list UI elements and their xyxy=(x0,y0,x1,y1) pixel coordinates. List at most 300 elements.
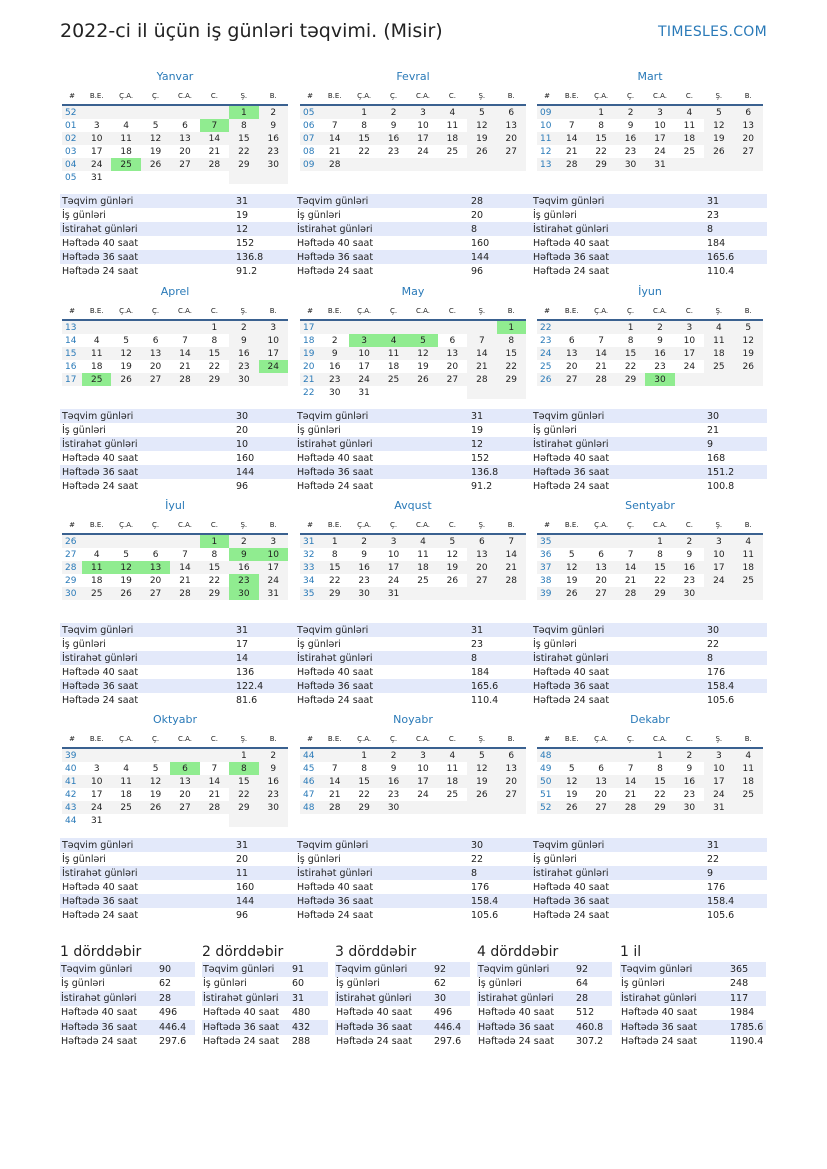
day-cell[interactable]: 14 xyxy=(320,132,349,145)
day-cell[interactable]: 12 xyxy=(467,119,496,132)
day-cell[interactable]: 11 xyxy=(111,775,140,788)
day-cell[interactable]: 30 xyxy=(259,801,288,814)
day-cell[interactable]: 9 xyxy=(686,549,693,560)
day-cell[interactable]: 7 xyxy=(200,119,229,132)
day-cell[interactable]: 22 xyxy=(208,575,221,586)
day-cell[interactable]: 28 xyxy=(557,158,586,171)
day-cell[interactable]: 12 xyxy=(467,762,496,775)
day-cell[interactable]: 14 xyxy=(497,548,526,561)
day-cell[interactable]: 22 xyxy=(328,575,341,586)
day-cell[interactable]: 20 xyxy=(446,361,459,372)
day-cell[interactable]: 29 xyxy=(497,373,526,386)
day-cell[interactable]: 13 xyxy=(467,548,496,561)
day-cell[interactable]: 11 xyxy=(417,549,429,560)
day-cell[interactable]: 3 xyxy=(704,534,733,548)
day-cell[interactable]: 28 xyxy=(616,801,645,814)
day-cell[interactable]: 8 xyxy=(361,763,367,774)
day-cell[interactable]: 27 xyxy=(141,587,170,600)
day-cell[interactable]: 9 xyxy=(229,548,258,561)
day-cell[interactable]: 11 xyxy=(82,347,111,360)
day-cell[interactable]: 4 xyxy=(734,534,763,548)
day-cell[interactable]: 28 xyxy=(320,801,349,814)
day-cell[interactable]: 4 xyxy=(675,105,704,119)
day-cell[interactable]: 20 xyxy=(497,132,526,145)
day-cell[interactable]: 23 xyxy=(683,789,696,800)
day-cell[interactable]: 24 xyxy=(349,373,378,386)
day-cell[interactable]: 24 xyxy=(82,158,111,171)
day-cell[interactable]: 14 xyxy=(467,347,496,360)
day-cell[interactable]: 7 xyxy=(467,334,496,347)
day-cell[interactable]: 17 xyxy=(259,561,288,574)
day-cell[interactable]: 15 xyxy=(497,347,526,360)
day-cell[interactable]: 13 xyxy=(586,775,615,788)
day-cell[interactable]: 14 xyxy=(170,561,199,574)
day-cell[interactable]: 15 xyxy=(229,132,258,145)
day-cell[interactable]: 15 xyxy=(349,132,378,145)
day-cell[interactable]: 31 xyxy=(358,387,370,398)
day-cell[interactable]: 15 xyxy=(320,561,349,574)
day-cell[interactable]: 27 xyxy=(438,373,467,386)
day-cell[interactable]: 3 xyxy=(349,334,378,347)
day-cell[interactable]: 14 xyxy=(200,775,229,788)
day-cell[interactable]: 2 xyxy=(229,320,258,334)
day-cell[interactable]: 27 xyxy=(467,574,496,587)
day-cell[interactable]: 5 xyxy=(408,334,437,347)
day-cell[interactable]: 5 xyxy=(467,105,496,119)
day-cell[interactable]: 4 xyxy=(379,334,408,347)
day-cell[interactable]: 30 xyxy=(675,801,704,814)
day-cell[interactable]: 16 xyxy=(645,347,674,360)
day-cell[interactable]: 25 xyxy=(111,801,140,814)
day-cell[interactable]: 22 xyxy=(654,789,666,800)
day-cell[interactable]: 11 xyxy=(111,132,140,145)
day-cell[interactable]: 19 xyxy=(438,561,467,574)
day-cell[interactable]: 20 xyxy=(467,561,496,574)
day-cell[interactable]: 7 xyxy=(182,549,188,560)
day-cell[interactable]: 20 xyxy=(149,575,162,586)
day-cell[interactable]: 6 xyxy=(182,120,188,131)
day-cell[interactable]: 21 xyxy=(595,361,607,372)
day-cell[interactable]: 20 xyxy=(595,789,607,800)
day-cell[interactable]: 21 xyxy=(208,789,221,800)
day-cell[interactable]: 21 xyxy=(624,575,637,586)
day-cell[interactable]: 9 xyxy=(390,120,397,131)
day-cell[interactable]: 15 xyxy=(229,775,258,788)
day-cell[interactable]: 14 xyxy=(170,347,199,360)
day-cell[interactable]: 11 xyxy=(446,763,459,774)
day-cell[interactable]: 20 xyxy=(734,132,763,145)
day-cell[interactable]: 29 xyxy=(616,373,645,386)
day-cell[interactable]: 26 xyxy=(111,373,140,386)
day-cell[interactable]: 19 xyxy=(149,146,162,157)
day-cell[interactable]: 31 xyxy=(645,158,674,171)
day-cell[interactable]: 27 xyxy=(170,801,199,814)
day-cell[interactable]: 28 xyxy=(497,574,526,587)
day-cell[interactable]: 13 xyxy=(141,347,170,360)
day-cell[interactable]: 5 xyxy=(438,534,467,548)
day-cell[interactable]: 5 xyxy=(152,120,159,131)
day-cell[interactable]: 29 xyxy=(320,587,349,600)
day-cell[interactable]: 6 xyxy=(467,534,496,548)
day-cell[interactable]: 30 xyxy=(349,587,378,600)
day-cell[interactable]: 29 xyxy=(645,801,674,814)
day-cell[interactable]: 7 xyxy=(627,763,634,774)
day-cell[interactable]: 27 xyxy=(586,587,615,600)
day-cell[interactable]: 10 xyxy=(704,548,733,561)
day-cell[interactable]: 21 xyxy=(497,561,526,574)
day-cell[interactable]: 29 xyxy=(586,158,615,171)
day-cell[interactable]: 22 xyxy=(208,361,221,372)
day-cell[interactable]: 12 xyxy=(111,347,140,360)
day-cell[interactable]: 9 xyxy=(390,763,397,774)
day-cell[interactable]: 10 xyxy=(82,775,111,788)
day-cell[interactable]: 1 xyxy=(586,105,615,119)
day-cell[interactable]: 5 xyxy=(734,320,763,334)
day-cell[interactable]: 13 xyxy=(170,132,199,145)
day-cell[interactable]: 18 xyxy=(734,561,763,574)
day-cell[interactable]: 22 xyxy=(229,145,258,158)
day-cell[interactable]: 5 xyxy=(568,763,575,774)
day-cell[interactable]: 23 xyxy=(683,575,696,586)
day-cell[interactable]: 5 xyxy=(568,549,575,560)
day-cell[interactable]: 13 xyxy=(586,561,615,574)
day-cell[interactable]: 20 xyxy=(179,789,191,800)
day-cell[interactable]: 2 xyxy=(379,748,408,762)
day-cell[interactable]: 25 xyxy=(417,575,429,586)
day-cell[interactable]: 16 xyxy=(259,775,288,788)
day-cell[interactable]: 21 xyxy=(179,361,191,372)
day-cell[interactable]: 11 xyxy=(82,561,111,574)
day-cell[interactable]: 5 xyxy=(152,763,159,774)
day-cell[interactable]: 27 xyxy=(497,145,526,158)
day-cell[interactable]: 22 xyxy=(497,360,526,373)
day-cell[interactable]: 2 xyxy=(259,748,288,762)
day-cell[interactable]: 8 xyxy=(657,763,663,774)
day-cell[interactable]: 2 xyxy=(645,320,674,334)
day-cell[interactable]: 1 xyxy=(200,534,229,548)
day-cell[interactable]: 29 xyxy=(229,158,258,171)
day-cell[interactable]: 20 xyxy=(179,146,191,157)
day-cell[interactable]: 15 xyxy=(645,775,674,788)
day-cell[interactable]: 27 xyxy=(170,158,199,171)
day-cell[interactable]: 26 xyxy=(111,587,140,600)
day-cell[interactable]: 24 xyxy=(417,789,429,800)
day-cell[interactable]: 17 xyxy=(704,775,733,788)
day-cell[interactable]: 8 xyxy=(211,549,218,560)
day-cell[interactable]: 10 xyxy=(387,549,400,560)
day-cell[interactable]: 26 xyxy=(141,801,170,814)
day-cell[interactable]: 23 xyxy=(229,574,258,587)
day-cell[interactable]: 9 xyxy=(259,119,288,132)
day-cell[interactable]: 4 xyxy=(438,105,467,119)
day-cell[interactable]: 19 xyxy=(149,789,162,800)
day-cell[interactable]: 10 xyxy=(349,347,378,360)
day-cell[interactable]: 2 xyxy=(229,534,258,548)
day-cell[interactable]: 3 xyxy=(675,320,704,334)
day-cell[interactable]: 27 xyxy=(141,373,170,386)
day-cell[interactable]: 12 xyxy=(141,775,170,788)
day-cell[interactable]: 29 xyxy=(200,373,229,386)
day-cell[interactable]: 26 xyxy=(408,373,437,386)
day-cell[interactable]: 17 xyxy=(408,775,437,788)
day-cell[interactable]: 31 xyxy=(90,172,103,183)
day-cell[interactable]: 12 xyxy=(141,132,170,145)
day-cell[interactable]: 22 xyxy=(358,146,370,157)
day-cell[interactable]: 31 xyxy=(704,801,733,814)
day-cell[interactable]: 18 xyxy=(90,361,103,372)
day-cell[interactable]: 6 xyxy=(152,335,159,346)
day-cell[interactable]: 28 xyxy=(586,373,615,386)
day-cell[interactable]: 16 xyxy=(675,775,704,788)
day-cell[interactable]: 6 xyxy=(497,105,526,119)
day-cell[interactable]: 16 xyxy=(259,132,288,145)
day-cell[interactable]: 9 xyxy=(320,347,349,360)
day-cell[interactable]: 16 xyxy=(349,561,378,574)
day-cell[interactable]: 5 xyxy=(704,105,733,119)
day-cell[interactable]: 6 xyxy=(497,748,526,762)
day-cell[interactable]: 16 xyxy=(229,561,258,574)
day-cell[interactable]: 3 xyxy=(259,320,288,334)
day-cell[interactable]: 7 xyxy=(568,120,575,131)
day-cell[interactable]: 4 xyxy=(734,748,763,762)
day-cell[interactable]: 7 xyxy=(598,335,604,346)
day-cell[interactable]: 16 xyxy=(328,361,341,372)
day-cell[interactable]: 7 xyxy=(331,120,338,131)
day-cell[interactable]: 15 xyxy=(349,775,378,788)
day-cell[interactable]: 6 xyxy=(598,549,604,560)
day-cell[interactable]: 1 xyxy=(645,534,674,548)
day-cell[interactable]: 3 xyxy=(704,748,733,762)
day-cell[interactable]: 31 xyxy=(90,815,103,826)
day-cell[interactable]: 30 xyxy=(229,587,258,600)
day-cell[interactable]: 17 xyxy=(675,347,704,360)
day-cell[interactable]: 18 xyxy=(90,575,103,586)
day-cell[interactable]: 22 xyxy=(358,789,370,800)
day-cell[interactable]: 17 xyxy=(259,347,288,360)
day-cell[interactable]: 13 xyxy=(497,762,526,775)
day-cell[interactable]: 6 xyxy=(734,105,763,119)
day-cell[interactable]: 2 xyxy=(259,105,288,119)
day-cell[interactable]: 8 xyxy=(361,120,367,131)
day-cell[interactable]: 8 xyxy=(211,335,218,346)
day-cell[interactable]: 31 xyxy=(259,587,288,600)
day-cell[interactable]: 6 xyxy=(568,335,575,346)
day-cell[interactable]: 24 xyxy=(704,788,733,801)
day-cell[interactable]: 25 xyxy=(704,360,733,373)
day-cell[interactable]: 28 xyxy=(467,373,496,386)
day-cell[interactable]: 4 xyxy=(123,763,129,774)
day-cell[interactable]: 25 xyxy=(446,146,459,157)
day-cell[interactable]: 15 xyxy=(645,561,674,574)
day-cell[interactable]: 26 xyxy=(446,575,459,586)
day-cell[interactable]: 17 xyxy=(379,561,408,574)
day-cell[interactable]: 22 xyxy=(595,146,607,157)
day-cell[interactable]: 1 xyxy=(645,748,674,762)
day-cell[interactable]: 25 xyxy=(734,574,763,587)
day-cell[interactable]: 2 xyxy=(379,105,408,119)
day-cell[interactable]: 17 xyxy=(408,132,437,145)
day-cell[interactable]: 18 xyxy=(438,132,467,145)
day-cell[interactable]: 30 xyxy=(675,587,704,600)
day-cell[interactable]: 20 xyxy=(595,575,607,586)
day-cell[interactable]: 13 xyxy=(497,119,526,132)
day-cell[interactable]: 24 xyxy=(654,146,666,157)
day-cell[interactable]: 4 xyxy=(408,534,437,548)
day-cell[interactable]: 28 xyxy=(320,158,349,171)
day-cell[interactable]: 13 xyxy=(170,775,199,788)
day-cell[interactable]: 26 xyxy=(557,801,586,814)
day-cell[interactable]: 18 xyxy=(438,775,467,788)
day-cell[interactable]: 17 xyxy=(358,361,370,372)
day-cell[interactable]: 19 xyxy=(734,347,763,360)
day-cell[interactable]: 8 xyxy=(657,549,663,560)
day-cell[interactable]: 16 xyxy=(616,132,645,145)
day-cell[interactable]: 16 xyxy=(229,347,258,360)
day-cell[interactable]: 23 xyxy=(387,146,400,157)
day-cell[interactable]: 1 xyxy=(229,105,258,119)
day-cell[interactable]: 22 xyxy=(624,361,637,372)
day-cell[interactable]: 21 xyxy=(565,146,578,157)
day-cell[interactable]: 14 xyxy=(616,561,645,574)
day-cell[interactable]: 13 xyxy=(557,347,586,360)
day-cell[interactable]: 12 xyxy=(557,561,586,574)
day-cell[interactable]: 14 xyxy=(586,347,615,360)
day-cell[interactable]: 4 xyxy=(704,320,733,334)
day-cell[interactable]: 1 xyxy=(349,748,378,762)
day-cell[interactable]: 27 xyxy=(557,373,586,386)
day-cell[interactable]: 11 xyxy=(734,548,763,561)
day-cell[interactable]: 25 xyxy=(82,373,111,386)
day-cell[interactable]: 24 xyxy=(82,801,111,814)
day-cell[interactable]: 10 xyxy=(704,762,733,775)
day-cell[interactable]: 11 xyxy=(704,334,733,347)
day-cell[interactable]: 16 xyxy=(379,775,408,788)
day-cell[interactable]: 9 xyxy=(259,762,288,775)
day-cell[interactable]: 14 xyxy=(616,775,645,788)
day-cell[interactable]: 3 xyxy=(645,105,674,119)
day-cell[interactable]: 4 xyxy=(123,120,129,131)
day-cell[interactable]: 27 xyxy=(497,788,526,801)
day-cell[interactable]: 21 xyxy=(208,146,221,157)
day-cell[interactable]: 9 xyxy=(627,120,634,131)
day-cell[interactable]: 18 xyxy=(704,347,733,360)
day-cell[interactable]: 30 xyxy=(328,387,341,398)
day-cell[interactable]: 1 xyxy=(320,534,349,548)
day-cell[interactable]: 6 xyxy=(598,763,604,774)
day-cell[interactable]: 3 xyxy=(259,534,288,548)
day-cell[interactable]: 17 xyxy=(90,789,103,800)
day-cell[interactable]: 30 xyxy=(645,373,674,386)
day-cell[interactable]: 28 xyxy=(170,373,199,386)
day-cell[interactable]: 8 xyxy=(229,762,258,775)
day-cell[interactable]: 19 xyxy=(120,361,132,372)
day-cell[interactable]: 10 xyxy=(654,120,666,131)
day-cell[interactable]: 10 xyxy=(683,335,696,346)
day-cell[interactable]: 25 xyxy=(446,789,459,800)
day-cell[interactable]: 18 xyxy=(408,561,437,574)
day-cell[interactable]: 26 xyxy=(704,145,733,158)
day-cell[interactable]: 7 xyxy=(331,763,338,774)
day-cell[interactable]: 23 xyxy=(654,361,666,372)
day-cell[interactable]: 23 xyxy=(229,360,258,373)
day-cell[interactable]: 16 xyxy=(675,561,704,574)
day-cell[interactable]: 17 xyxy=(704,561,733,574)
day-cell[interactable]: 10 xyxy=(417,120,429,131)
day-cell[interactable]: 5 xyxy=(123,335,129,346)
day-cell[interactable]: 23 xyxy=(259,788,288,801)
day-cell[interactable]: 24 xyxy=(259,360,288,373)
day-cell[interactable]: 19 xyxy=(704,132,733,145)
day-cell[interactable]: 10 xyxy=(259,334,288,347)
day-cell[interactable]: 10 xyxy=(417,763,429,774)
day-cell[interactable]: 22 xyxy=(229,788,258,801)
day-cell[interactable]: 26 xyxy=(557,587,586,600)
day-cell[interactable]: 2 xyxy=(616,105,645,119)
day-cell[interactable]: 12 xyxy=(734,334,763,347)
day-cell[interactable]: 23 xyxy=(387,789,400,800)
day-cell[interactable]: 23 xyxy=(624,146,637,157)
day-cell[interactable]: 9 xyxy=(686,763,693,774)
day-cell[interactable]: 19 xyxy=(120,575,132,586)
day-cell[interactable]: 6 xyxy=(170,762,199,775)
day-cell[interactable]: 28 xyxy=(170,587,199,600)
day-cell[interactable]: 28 xyxy=(200,158,229,171)
day-cell[interactable]: 19 xyxy=(467,132,496,145)
day-cell[interactable]: 5 xyxy=(467,748,496,762)
day-cell[interactable]: 17 xyxy=(645,132,674,145)
day-cell[interactable]: 10 xyxy=(82,132,111,145)
day-cell[interactable]: 27 xyxy=(734,145,763,158)
day-cell[interactable]: 20 xyxy=(149,361,162,372)
day-cell[interactable]: 9 xyxy=(361,549,367,560)
day-cell[interactable]: 7 xyxy=(627,549,634,560)
day-cell[interactable]: 2 xyxy=(331,335,338,346)
day-cell[interactable]: 15 xyxy=(616,347,645,360)
day-cell[interactable]: 26 xyxy=(734,360,763,373)
day-cell[interactable]: 8 xyxy=(229,119,258,132)
day-cell[interactable]: 3 xyxy=(379,534,408,548)
day-cell[interactable]: 8 xyxy=(497,334,526,347)
day-cell[interactable]: 12 xyxy=(704,119,733,132)
day-cell[interactable]: 14 xyxy=(557,132,586,145)
day-cell[interactable]: 10 xyxy=(259,548,288,561)
day-cell[interactable]: 20 xyxy=(565,361,578,372)
day-cell[interactable]: 1 xyxy=(200,320,229,334)
day-cell[interactable]: 5 xyxy=(123,549,129,560)
day-cell[interactable]: 19 xyxy=(565,575,578,586)
day-cell[interactable]: 29 xyxy=(645,587,674,600)
day-cell[interactable]: 19 xyxy=(417,361,429,372)
day-cell[interactable]: 13 xyxy=(141,561,170,574)
day-cell[interactable]: 30 xyxy=(379,801,408,814)
day-cell[interactable]: 2 xyxy=(349,534,378,548)
day-cell[interactable]: 3 xyxy=(93,763,100,774)
day-cell[interactable]: 27 xyxy=(586,801,615,814)
day-cell[interactable]: 24 xyxy=(417,146,429,157)
day-cell[interactable]: 2 xyxy=(675,534,704,548)
day-cell[interactable]: 18 xyxy=(120,789,132,800)
day-cell[interactable]: 13 xyxy=(438,347,467,360)
day-cell[interactable]: 21 xyxy=(624,789,637,800)
day-cell[interactable]: 7 xyxy=(211,763,218,774)
day-cell[interactable]: 20 xyxy=(497,775,526,788)
day-cell[interactable]: 8 xyxy=(598,120,604,131)
day-cell[interactable]: 30 xyxy=(616,158,645,171)
day-cell[interactable]: 13 xyxy=(734,119,763,132)
day-cell[interactable]: 22 xyxy=(654,575,666,586)
day-cell[interactable]: 18 xyxy=(120,146,132,157)
day-cell[interactable]: 19 xyxy=(467,775,496,788)
